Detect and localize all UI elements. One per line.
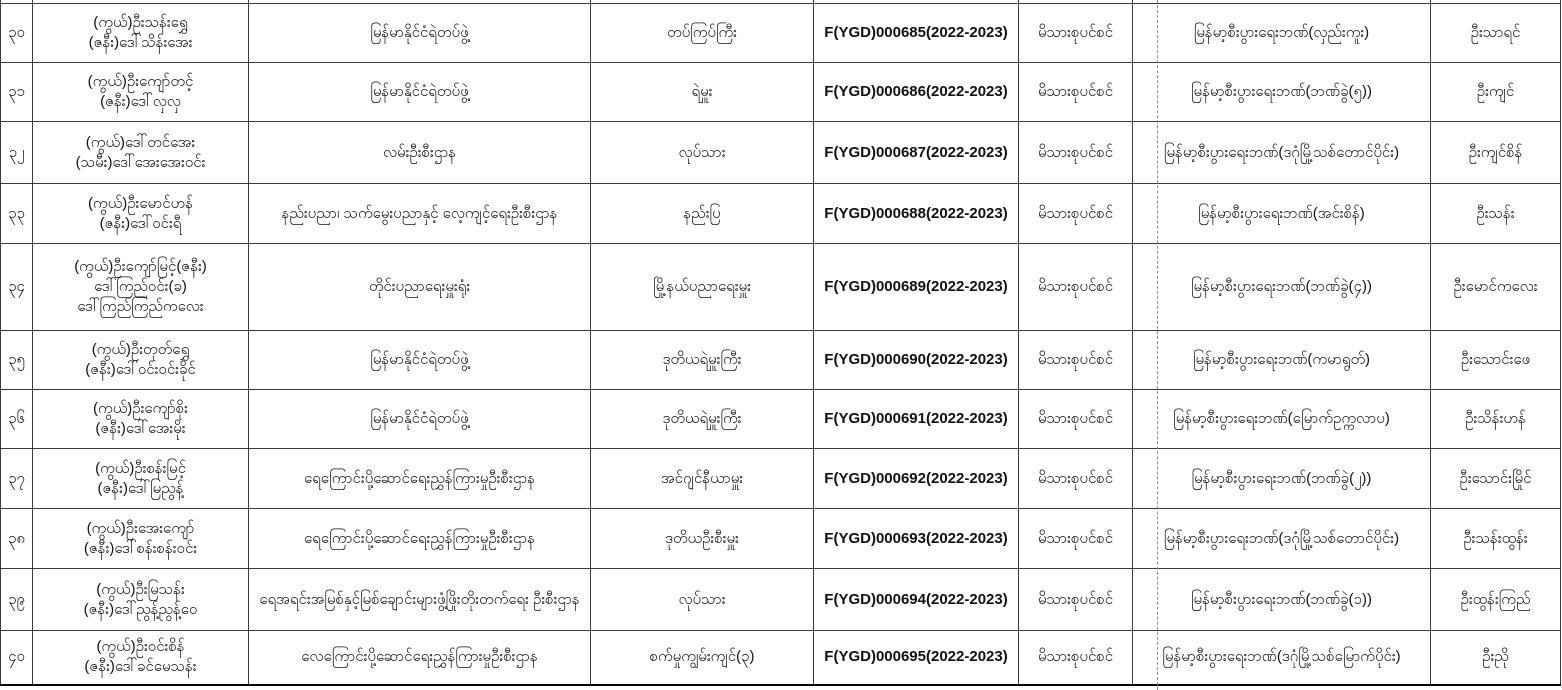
cell-department: မြန်မာနိုင်ငံရဲတပ်ဖွဲ့ <box>249 4 591 63</box>
cell-claimant-names <box>33 569 249 631</box>
cell-bank-branch: မြန်မာ့စီးပွားရေးဘဏ်(ဒဂုံမြို့သစ်တောင်ပိုင်း) <box>1133 122 1431 184</box>
cell-row-number: ၃၉ <box>1 569 33 631</box>
claimant-name-line: (ကွယ်)ဦးကျော်တင့် <box>87 73 194 91</box>
claimant-name-line: (ဇနီး)ဒေါ်စန်းစန်းဝင်း <box>83 539 198 557</box>
cell-payee-name: ဦးသောင်းဖေ <box>1431 331 1561 390</box>
claimant-name-line: (ကွယ်)ဒေါ်တင်အေး <box>85 133 196 151</box>
cell-claimant-names <box>33 331 249 390</box>
cell-rank: တပ်ကြပ်ကြီး <box>591 4 814 63</box>
cell-pension-type: မိသားစုပင်စင် <box>1019 569 1133 631</box>
cell-pension-serial: F(YGD)000692(2022-2023) <box>814 449 1019 509</box>
pension-table <box>0 3 1561 686</box>
cell-rank: လုပ်သား <box>591 122 814 184</box>
claimant-name-line: (ကွယ်)ဦးကျော်စိုး <box>93 400 188 418</box>
claimant-name-line: (ဇနီး)ဒေါ်ဝင်းဝင်းခိုင် <box>85 361 196 378</box>
cell-row-number: ၃၁ <box>1 63 33 122</box>
cell-pension-type: မိသားစုပင်စင် <box>1019 331 1133 390</box>
cell-bank-branch: မြန်မာ့စီးပွားရေးဘဏ်(ဒဂုံမြို့သစ်တောင်ပိုင်း) <box>1133 509 1431 569</box>
cell-pension-serial: F(YGD)000687(2022-2023) <box>814 122 1019 184</box>
cell-claimant-names <box>33 184 249 244</box>
cell-pension-type: မိသားစုပင်စင် <box>1019 631 1133 685</box>
cell-department: တိုင်းပညာရေးမှူးရုံး <box>249 244 591 331</box>
cell-pension-serial: F(YGD)000686(2022-2023) <box>814 63 1019 122</box>
cell-claimant-names <box>33 63 249 122</box>
cell-department: မြန်မာနိုင်ငံရဲတပ်ဖွဲ့ <box>249 390 591 449</box>
claimant-name-line: (ဇနီး)ဒေါ်သိန်းအေး <box>88 34 193 51</box>
cell-bank-branch: မြန်မာ့စီးပွားရေးဘဏ်(ဘဏ်ခွဲ(၅)) <box>1133 63 1431 122</box>
cell-claimant-names <box>33 122 249 184</box>
table-row <box>1 244 1561 331</box>
cell-department: နည်းပညာ၊ သက်မွေးပညာနှင့် လေ့ကျင့်ရေးဦးစီးဌာန <box>249 184 591 244</box>
cell-payee-name: ဦးသောင်းမြိုင် <box>1431 449 1561 509</box>
cell-row-number: ၃၈ <box>1 509 33 569</box>
cell-pension-serial: F(YGD)000689(2022-2023) <box>814 244 1019 331</box>
cell-pension-type: မိသားစုပင်စင် <box>1019 390 1133 449</box>
cell-pension-serial: F(YGD)000694(2022-2023) <box>814 569 1019 631</box>
claimant-name-line: (ကွယ်)ဦးသန်းရွှေ <box>93 14 188 32</box>
cell-bank-branch: မြန်မာ့စီးပွားရေးဘဏ်(ဒဂုံမြို့သစ်မြောက်ပိုင်း) <box>1133 631 1431 685</box>
cell-pension-serial: F(YGD)000695(2022-2023) <box>814 631 1019 685</box>
cell-rank: အင်ဂျင်နီယာမှူး <box>591 449 814 509</box>
cell-row-number: ၃၆ <box>1 390 33 449</box>
cell-department: လေကြောင်းပို့ဆောင်ရေးညွှန်ကြားမှုဦးစီးဌာန <box>249 631 591 685</box>
table-row <box>1 509 1561 569</box>
cell-payee-name: ဦးမောင်ကလေး <box>1431 244 1561 331</box>
cell-bank-branch: မြန်မာ့စီးပွားရေးဘဏ်(ဘဏ်ခွဲ(၁)) <box>1133 569 1431 631</box>
table-row <box>1 184 1561 244</box>
cell-payee-name: ဦးသန်းထွန်း <box>1431 509 1561 569</box>
cell-pension-serial: F(YGD)000690(2022-2023) <box>814 331 1019 390</box>
cell-row-number: ၃၄ <box>1 244 33 331</box>
claimant-name-line: ဒေါ်ကြည်ဝင်း(ခ) <box>94 278 187 296</box>
cell-pension-type: မိသားစုပင်စင် <box>1019 509 1133 569</box>
cell-payee-name: ဦးထွန်းကြည် <box>1431 569 1561 631</box>
cell-pension-type: မိသားစုပင်စင် <box>1019 449 1133 509</box>
table-row <box>1 331 1561 390</box>
cell-rank: ဒုတိယရဲမှူးကြီး <box>591 390 814 449</box>
claimant-name-line: (ကွယ်)ဦးအေးကျော် <box>86 519 195 537</box>
cell-rank: လုပ်သား <box>591 569 814 631</box>
claimant-name-line: (ကွယ်)ဦးတုတ်ရွှေ <box>91 341 190 359</box>
table-row <box>1 4 1561 63</box>
cell-rank: ရဲမှူး <box>591 63 814 122</box>
cell-pension-serial: F(YGD)000688(2022-2023) <box>814 184 1019 244</box>
claimant-name-line: (ကွယ်)ဦးကျော်မြင့်(ဇနီး) <box>74 258 207 276</box>
claimant-name-line: (ကွယ်)ဦးစန်းမြင့် <box>95 459 186 477</box>
cell-pension-serial: F(YGD)000685(2022-2023) <box>814 4 1019 63</box>
claimant-name-line: (ကွယ်)ဦးဝင်းစိန် <box>96 638 185 656</box>
cell-row-number: ၄၀ <box>1 631 33 685</box>
cell-department: ရေအရင်းအမြစ်နှင့်မြစ်ချောင်းများဖွံ့ဖြိုးတိုးတက်ရေး ဦးစီးဌာန <box>249 569 591 631</box>
claimant-name-line: (ဇနီး)ဒေါ်ဝင်းရီ <box>99 214 182 232</box>
cell-pension-type: မိသားစုပင်စင် <box>1019 122 1133 184</box>
cell-bank-branch: မြန်မာ့စီးပွားရေးဘဏ်(အင်းစိန်) <box>1133 184 1431 244</box>
table-row <box>1 390 1561 449</box>
cell-bank-branch: မြန်မာ့စီးပွားရေးဘဏ်(ဘဏ်ခွဲ(၄)) <box>1133 244 1431 331</box>
cell-pension-type: မိသားစုပင်စင် <box>1019 63 1133 122</box>
cell-row-number: ၃၀ <box>1 4 33 63</box>
cell-department: မြန်မာနိုင်ငံရဲတပ်ဖွဲ့ <box>249 63 591 122</box>
cell-pension-serial: F(YGD)000693(2022-2023) <box>814 509 1019 569</box>
cell-department: မြန်မာနိုင်ငံရဲတပ်ဖွဲ့ <box>249 331 591 390</box>
table-row <box>1 569 1561 631</box>
cell-claimant-names <box>33 390 249 449</box>
cell-payee-name: ဦးကျင် <box>1431 63 1561 122</box>
cell-row-number: ၃၇ <box>1 449 33 509</box>
cell-rank: မြို့နယ်ပညာရေးမှူး <box>591 244 814 331</box>
cell-pension-type: မိသားစုပင်စင် <box>1019 184 1133 244</box>
cell-pension-type: မိသားစုပင်စင် <box>1019 244 1133 331</box>
claimant-name-line: (သမီး)ဒေါ်အေးအေးဝင်း <box>75 153 206 171</box>
cell-row-number: ၃၅ <box>1 331 33 390</box>
cell-bank-branch: မြန်မာ့စီးပွားရေးဘဏ်(မြောက်ဥက္ကလာပ) <box>1133 390 1431 449</box>
cell-rank: ဒုတိယဦးစီးမှူး <box>591 509 814 569</box>
cell-pension-serial: F(YGD)000691(2022-2023) <box>814 390 1019 449</box>
cell-row-number: ၃၂ <box>1 122 33 184</box>
claimant-name-line: ဒေါ်ကြည်ကြည်ကလေး <box>77 297 204 315</box>
claimant-name-line: (ဇနီး)ဒေါ်မြညွန့် <box>97 479 184 497</box>
claimant-name-line: (ဇနီး)ဒေါ်ခင်မေသန်း <box>84 658 197 676</box>
claimant-name-line: (ဇနီး)ဒေါ်အေးမိုး <box>95 420 186 437</box>
cell-rank: စက်မှုကျွမ်းကျင်(၃) <box>591 631 814 685</box>
claimant-name-line: (ဇနီး)ဒေါ်ညွန့်ညွန့်ဝေ <box>83 600 198 618</box>
cell-rank: ဒုတိယရဲမှူးကြီး <box>591 331 814 390</box>
table-row <box>1 63 1561 122</box>
claimant-name-line: (ကွယ်)ဦးမြသန်း <box>96 580 185 598</box>
cell-department: ရေကြောင်းပို့ဆောင်ရေးညွှန်ကြားမှုဦးစီးဌာန <box>249 509 591 569</box>
cell-claimant-names <box>33 244 249 331</box>
cell-row-number: ၃၃ <box>1 184 33 244</box>
cell-claimant-names <box>33 449 249 509</box>
cell-department: ရေကြောင်းပို့ဆောင်ရေးညွှန်ကြားမှုဦးစီးဌာန <box>249 449 591 509</box>
table-row <box>1 122 1561 184</box>
table-row <box>1 449 1561 509</box>
cell-bank-branch: မြန်မာ့စီးပွားရေးဘဏ်(ဘဏ်ခွဲ(၂)) <box>1133 449 1431 509</box>
cell-claimant-names <box>33 4 249 63</box>
cell-department: လမ်းဦးစီးဌာန <box>249 122 591 184</box>
cell-bank-branch: မြန်မာ့စီးပွားရေးဘဏ်(လှည်းကူး) <box>1133 4 1431 63</box>
cell-pension-type: မိသားစုပင်စင် <box>1019 4 1133 63</box>
cell-bank-branch: မြန်မာ့စီးပွားရေးဘဏ်(ကမာရွတ်) <box>1133 331 1431 390</box>
cell-payee-name: ဦးသာရင် <box>1431 4 1561 63</box>
table-row <box>1 631 1561 685</box>
cell-payee-name: ဦးသိန်းဟန် <box>1431 390 1561 449</box>
cell-claimant-names <box>33 509 249 569</box>
cell-rank: နည်းပြ <box>591 184 814 244</box>
claimant-name-line: (ဇနီး)ဒေါ်လှလှ <box>100 93 181 110</box>
cell-payee-name: ဦးညို <box>1431 631 1561 685</box>
cell-payee-name: ဦးကျင်စိန် <box>1431 122 1561 184</box>
cell-claimant-names <box>33 631 249 685</box>
cell-payee-name: ဦးသန်း <box>1431 184 1561 244</box>
claimant-name-line: (ကွယ်)ဦးမောင်ဟန် <box>88 194 193 212</box>
